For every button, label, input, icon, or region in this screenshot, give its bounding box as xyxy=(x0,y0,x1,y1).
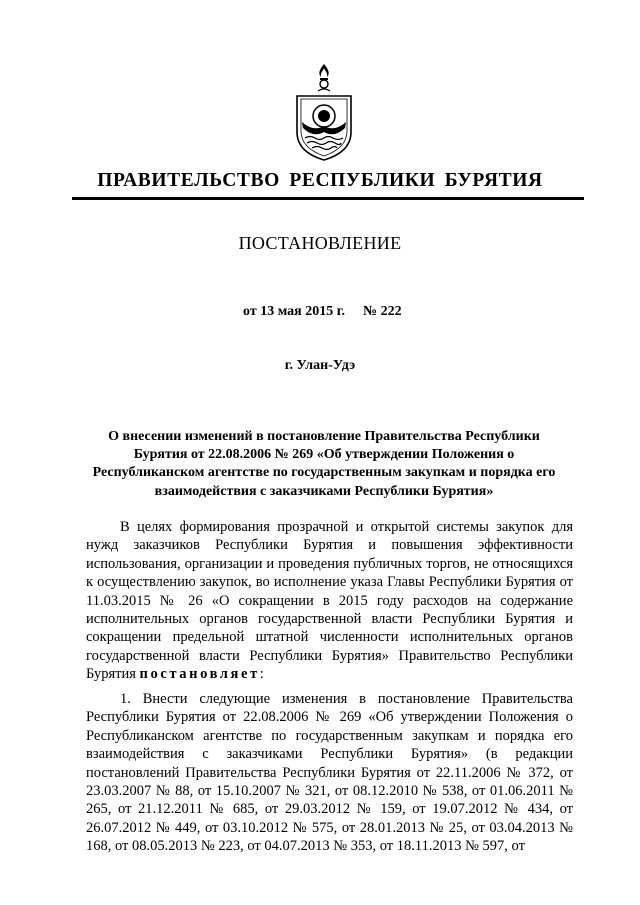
document-date: от 13 мая 2015 г. xyxy=(243,304,345,319)
item-1-paragraph: 1. Внести следующие изменения в постановление Правительства Республики Бурятия от 22.08.2006 № 269 «Об утверждении Положения о Республиканском агентстве по государственным закупкам и порядка его взаимодействия с заказчиками Республики Бурятия» (в редакции постановлений Правительства Республики Бурятия от 22.11.2006 № 372, от 23.03.2007 № 88, от 15.10.2007 № 321, от 08.12.2010 № 538, от 01.06.2011 № 265, от 21.12.2011 № 685, от 29.03.2012 № 159, от 19.07.2012 № 434, от 26.07.2012 № 449, от 03.10.2012 № 575, от 28.01.2013 № 25, от 03.04.2013 № 168, от 08.05.2013 № 223, от 04.07.2013 № 353, от 18.11.2013 № 597, от xyxy=(86,691,573,855)
date-number-line xyxy=(243,303,402,321)
government-title: ПРАВИТЕЛЬСТВО РЕСПУБЛИКИ БУРЯТИЯ xyxy=(97,170,543,191)
document-city: г. Улан-Удэ xyxy=(284,358,356,373)
document-number: № 222 xyxy=(363,304,402,319)
preamble-text: В целях формирования прозрачной и открытой системы закупок для нужд заказчиков Республики Бурятия и повышения эффективности использования, организации и проведения публичных торгов, не относящихся к осуществлению закупок, во исполнение указа Главы Республики Бурятия от 11.03.2015 № 26 «О сокращении в 2015 году расходов на содержание исполнительных органов государственной власти Республики Бурятия и сокращении предельной штатной численности исполнительных органов государственной власти Республики Бурятия» Правительство Республики Бурятия xyxy=(86,519,573,683)
preamble-colon: : xyxy=(259,666,264,683)
resolves-word: постановляет xyxy=(139,666,260,683)
document-subject: О внесении изменений в постановление Правительства Республики Бурятия от 22.08.2006 № 269 «Об утверждении Положения о Республиканском агентстве по государственным закупкам и порядка его взаимодействия с заказчиками Республики Бурятия» xyxy=(92,429,556,499)
preamble-paragraph xyxy=(86,518,573,684)
document-type: ПОСТАНОВЛЕНИЕ xyxy=(238,233,402,253)
coat-of-arms-icon xyxy=(293,62,355,162)
header-rule xyxy=(72,197,584,200)
